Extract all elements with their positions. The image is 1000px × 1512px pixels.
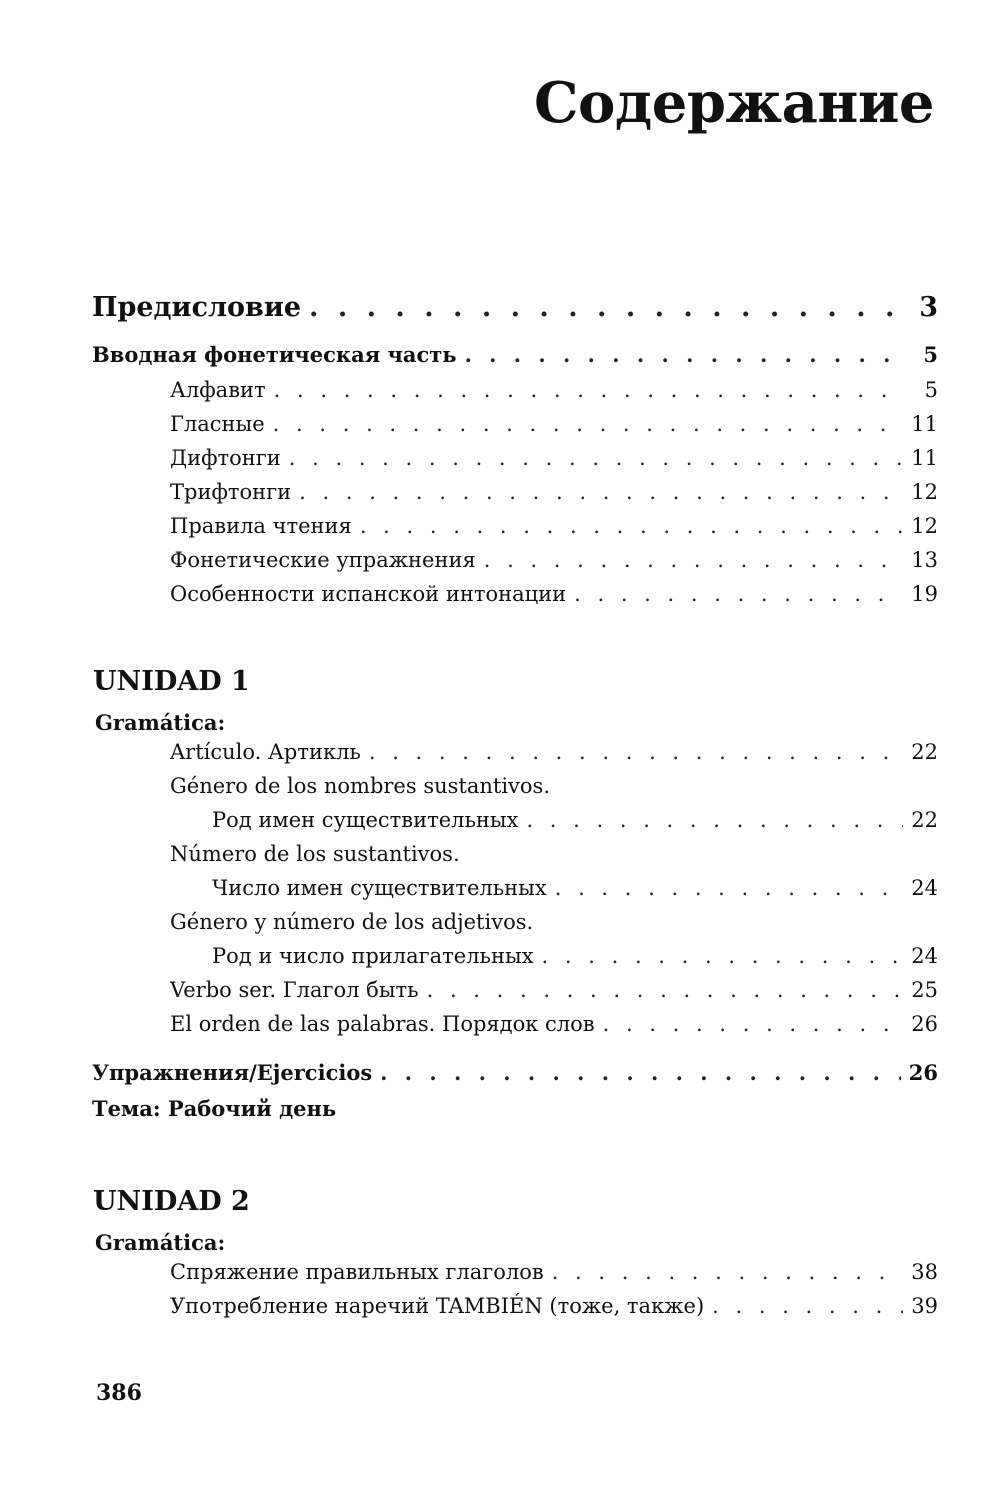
spacer	[0, 1046, 1000, 1060]
dot-leader	[289, 446, 904, 470]
toc-entry[interactable]	[0, 910, 1000, 944]
toc-entry-page: 5	[924, 378, 938, 402]
grammar-label: Gramática:	[95, 1230, 226, 1255]
toc-entry-page: 11	[911, 412, 938, 436]
dot-leader	[427, 978, 904, 1002]
toc-entry[interactable]	[0, 740, 1000, 774]
toc-entry-preface[interactable]	[0, 292, 1000, 342]
dot-leader	[484, 548, 904, 572]
toc-entry-label: Род и число прилагательных	[212, 944, 534, 968]
toc-entry-page: 39	[911, 1294, 938, 1318]
toc-entry-page: 3	[919, 292, 938, 323]
dot-leader	[555, 876, 904, 900]
dot-leader	[552, 1260, 904, 1284]
dot-leader	[574, 582, 903, 606]
toc-entry-page: 25	[911, 978, 938, 1002]
toc-entry-page: 5	[923, 342, 938, 367]
toc-entry-label: Тема: Рабочий день	[92, 1096, 337, 1121]
toc-entry-page: 19	[911, 582, 938, 606]
toc-entry-label: El orden de las palabras. Порядок слов	[170, 1012, 595, 1036]
toc-entry-label: Трифтонги	[170, 480, 292, 504]
dot-leader	[542, 944, 904, 968]
unit-2-heading[interactable]: UNIDAD 2	[93, 1186, 250, 1217]
toc-entry[interactable]	[0, 842, 1000, 876]
toc-entry-label: Упражнения/Ejercicios	[92, 1060, 373, 1085]
page-number: 386	[96, 1380, 142, 1406]
toc-entry-page: 12	[911, 480, 938, 504]
toc-entry-label: Género y número de los adjetivos.	[170, 910, 534, 934]
grammar-label: Gramática:	[95, 710, 226, 735]
toc-entry-label: Вводная фонетическая часть	[92, 342, 457, 367]
toc-entry-label: Употребление наречий TAMBIÉN (тоже, также)	[170, 1294, 705, 1318]
dot-leader	[273, 412, 904, 436]
toc-entry-label: Алфавит	[170, 378, 266, 402]
toc-entry-label: Число имен существительных	[212, 876, 547, 900]
toc-entry[interactable]	[0, 944, 1000, 978]
toc-entry[interactable]	[0, 1012, 1000, 1046]
dot-leader	[309, 292, 906, 323]
toc-entry[interactable]	[0, 480, 1000, 514]
toc-entry-label: Род имен существительных	[212, 808, 519, 832]
toc-entry[interactable]	[0, 876, 1000, 910]
dot-leader	[369, 740, 903, 764]
toc-entry-label: Фонетические упражнения	[170, 548, 476, 572]
toc-entry-label: Правила чтения	[170, 514, 352, 538]
toc-entry[interactable]	[0, 1294, 1000, 1328]
toc-entry-label: Спряжение правильных глаголов	[170, 1260, 544, 1284]
page-title: Содержание	[533, 70, 934, 136]
toc-entry-page: 26	[908, 1060, 938, 1085]
toc-entry-label: Дифтонги	[170, 446, 281, 470]
dot-leader	[360, 514, 903, 538]
dot-leader	[299, 480, 903, 504]
toc-entry[interactable]	[0, 582, 1000, 616]
toc-entry[interactable]	[0, 446, 1000, 480]
dot-leader	[380, 1060, 901, 1085]
toc-entry-page: 12	[911, 514, 938, 538]
toc-entry-page: 22	[911, 740, 938, 764]
dot-leader	[603, 1012, 904, 1036]
toc-entry-topic[interactable]	[0, 1096, 1000, 1136]
toc-entry[interactable]	[0, 548, 1000, 582]
toc-entry[interactable]	[0, 774, 1000, 808]
table-of-contents	[0, 292, 1000, 1328]
toc-entry[interactable]	[0, 378, 1000, 412]
toc-entry[interactable]	[0, 412, 1000, 446]
dot-leader	[274, 378, 906, 402]
toc-entry-label: Гласные	[170, 412, 265, 436]
toc-entry-intro[interactable]	[0, 342, 1000, 378]
toc-entry[interactable]	[0, 978, 1000, 1012]
toc-entry-page: 13	[911, 548, 938, 572]
dot-leader	[526, 808, 903, 832]
spacer	[0, 1136, 1000, 1178]
toc-entry[interactable]	[0, 514, 1000, 548]
toc-entry-label: Género de los nombres sustantivos.	[170, 774, 550, 798]
toc-entry-page: 22	[911, 808, 938, 832]
toc-entry-label: Предисловие	[92, 292, 302, 323]
toc-entry-page: 24	[911, 876, 938, 900]
dot-leader	[712, 1294, 903, 1318]
toc-entry-label: Verbo ser. Глагол быть	[170, 978, 419, 1002]
toc-entry-page: 26	[911, 1012, 938, 1036]
toc-entry[interactable]	[0, 808, 1000, 842]
toc-entry-label: Artículo. Артикль	[170, 740, 361, 764]
toc-entry-label: Número de los sustantivos.	[170, 842, 460, 866]
toc-entry-label: Особенности испанской интонации	[170, 582, 567, 606]
toc-entry-exercises[interactable]	[0, 1060, 1000, 1096]
toc-entry-page: 38	[911, 1260, 938, 1284]
toc-entry-page: 11	[911, 446, 938, 470]
spacer	[0, 616, 1000, 658]
unit-1-heading[interactable]: UNIDAD 1	[93, 666, 250, 697]
toc-entry[interactable]	[0, 1260, 1000, 1294]
toc-entry-page: 24	[911, 944, 938, 968]
dot-leader	[465, 342, 906, 367]
